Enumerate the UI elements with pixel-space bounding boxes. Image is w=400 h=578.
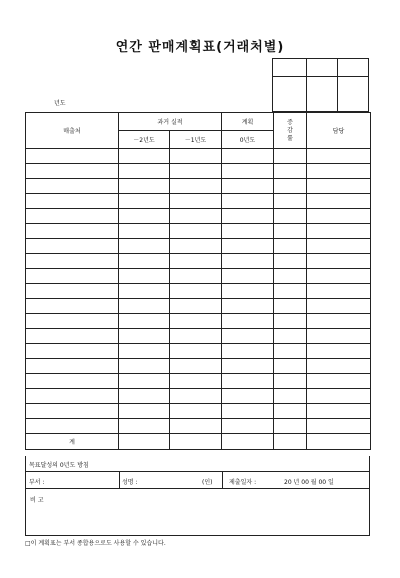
header-owner: 담당 (307, 113, 371, 149)
table-cell (26, 314, 119, 329)
header-year-minus2: －2년도 (119, 131, 170, 149)
table-cell (274, 269, 307, 284)
table-row (26, 269, 371, 284)
table-cell (307, 359, 371, 374)
table-cell (307, 314, 371, 329)
table-cell (119, 374, 170, 389)
table-cell (170, 269, 222, 284)
table-row (26, 314, 371, 329)
submit-date-value: 20 년 00 월 00 일 (284, 479, 334, 486)
table-cell (170, 419, 222, 434)
table-cell (307, 149, 371, 164)
table-cell (170, 434, 222, 450)
table-cell (119, 314, 170, 329)
table-cell (170, 164, 222, 179)
table-cell (119, 329, 170, 344)
table-cell (170, 284, 222, 299)
table-cell (119, 194, 170, 209)
table-cell (170, 224, 222, 239)
table-cell (307, 209, 371, 224)
table-cell (222, 344, 274, 359)
table-cell (274, 419, 307, 434)
table-cell (274, 284, 307, 299)
table-cell (222, 314, 274, 329)
header-year-minus1: －1년도 (170, 131, 222, 149)
table-cell (119, 299, 170, 314)
header-plan-year: 0년도 (222, 131, 274, 149)
table-cell (119, 269, 170, 284)
table-cell (222, 284, 274, 299)
seal-label: (인) (202, 479, 213, 486)
table-cell (222, 389, 274, 404)
table-cell (119, 419, 170, 434)
table-cell (307, 404, 371, 419)
table-cell (26, 194, 119, 209)
table-cell (274, 389, 307, 404)
table-cell (119, 434, 170, 450)
table-cell (26, 389, 119, 404)
table-cell (307, 299, 371, 314)
table-cell (307, 434, 371, 450)
table-cell (222, 419, 274, 434)
table-row (26, 344, 371, 359)
table-row (26, 209, 371, 224)
table-cell (170, 179, 222, 194)
table-cell (307, 329, 371, 344)
table-cell (26, 359, 119, 374)
table-row (26, 164, 371, 179)
table-cell (119, 179, 170, 194)
table-cell (274, 299, 307, 314)
table-cell (26, 419, 119, 434)
policy-row (25, 456, 370, 472)
table-cell (274, 359, 307, 374)
name-label: 성명 : (122, 479, 138, 486)
table-cell (26, 329, 119, 344)
table-cell (222, 269, 274, 284)
table-cell (170, 359, 222, 374)
table-cell (26, 209, 119, 224)
table-cell (222, 194, 274, 209)
table-cell (26, 344, 119, 359)
table-cell (307, 374, 371, 389)
table-cell (274, 194, 307, 209)
table-cell (274, 329, 307, 344)
table-cell (307, 284, 371, 299)
table-cell (26, 149, 119, 164)
remarks-box (25, 489, 370, 536)
table-cell (222, 299, 274, 314)
submit-row (25, 472, 370, 489)
header-plan: 계획 (222, 113, 274, 131)
table-cell (26, 179, 119, 194)
table-row (26, 224, 371, 239)
table-row (26, 284, 371, 299)
table-cell (170, 299, 222, 314)
table-cell (119, 209, 170, 224)
table-cell (26, 239, 119, 254)
table-cell (26, 299, 119, 314)
table-cell (307, 224, 371, 239)
table-cell (274, 224, 307, 239)
table-cell (222, 164, 274, 179)
table-cell (274, 374, 307, 389)
table-cell (274, 149, 307, 164)
table-cell (26, 284, 119, 299)
table-cell (119, 224, 170, 239)
table-cell (119, 359, 170, 374)
table-cell (26, 224, 119, 239)
table-cell (307, 254, 371, 269)
table-cell (119, 284, 170, 299)
table-cell (26, 269, 119, 284)
table-cell (222, 404, 274, 419)
table-cell (274, 164, 307, 179)
table-cell (170, 314, 222, 329)
table-cell (222, 209, 274, 224)
table-cell (170, 404, 222, 419)
table-cell (274, 404, 307, 419)
table-cell (119, 149, 170, 164)
table-cell (222, 149, 274, 164)
table-cell (119, 344, 170, 359)
table-cell (222, 359, 274, 374)
table-cell (26, 164, 119, 179)
table-row (26, 374, 371, 389)
table-row (26, 239, 371, 254)
table-cell (170, 374, 222, 389)
table-cell (307, 419, 371, 434)
table-row (26, 179, 371, 194)
table-cell (222, 434, 274, 450)
table-row (26, 194, 371, 209)
table-cell (307, 269, 371, 284)
sales-plan-table (25, 112, 371, 450)
approval-box (272, 58, 369, 112)
table-cell (119, 389, 170, 404)
table-cell (222, 374, 274, 389)
table-cell (307, 344, 371, 359)
total-row (26, 434, 371, 450)
table-row (26, 254, 371, 269)
table-cell (222, 179, 274, 194)
usage-note: □이 계획표는 부서 종합용으로도 사용할 수 있습니다. (25, 540, 166, 547)
table-cell (222, 329, 274, 344)
table-cell (26, 254, 119, 269)
table-cell (274, 179, 307, 194)
table-row (26, 404, 371, 419)
table-row (26, 359, 371, 374)
table-cell (307, 239, 371, 254)
page-title: 연간 판매계획표(거래처별) (115, 40, 285, 55)
table-cell (170, 149, 222, 164)
table-row (26, 419, 371, 434)
table-cell (170, 329, 222, 344)
submit-date-label: 제출일자 : (229, 479, 257, 486)
table-cell (222, 224, 274, 239)
table-cell (274, 314, 307, 329)
table-cell (274, 434, 307, 450)
header-change-rate: 증 감 률 (274, 113, 307, 149)
table-row (26, 149, 371, 164)
table-row (26, 389, 371, 404)
table-cell (119, 254, 170, 269)
table-cell (170, 254, 222, 269)
table-cell (307, 389, 371, 404)
table-cell (274, 239, 307, 254)
table-cell (170, 239, 222, 254)
year-label: 년도 (54, 100, 66, 107)
table-cell (274, 254, 307, 269)
table-row (26, 299, 371, 314)
header-customer: 매출처 (26, 113, 119, 149)
table-cell (274, 344, 307, 359)
table-cell (170, 194, 222, 209)
table-cell (119, 404, 170, 419)
table-cell (170, 389, 222, 404)
table-cell (222, 239, 274, 254)
table-cell (170, 209, 222, 224)
header-past-results: 과거 실적 (119, 113, 222, 131)
table-cell (274, 209, 307, 224)
table-cell (307, 179, 371, 194)
table-cell (307, 164, 371, 179)
table-cell (307, 194, 371, 209)
table-cell (26, 404, 119, 419)
table-cell (119, 239, 170, 254)
table-row (26, 329, 371, 344)
table-cell (119, 164, 170, 179)
table-cell (170, 344, 222, 359)
dept-label: 부서 : (29, 479, 45, 486)
table-cell (26, 374, 119, 389)
remarks-label: 비 고 (30, 497, 44, 504)
policy-label: 목표달성의 0년도 방침 (29, 462, 89, 469)
total-label: 계 (26, 434, 119, 450)
table-cell (222, 254, 274, 269)
